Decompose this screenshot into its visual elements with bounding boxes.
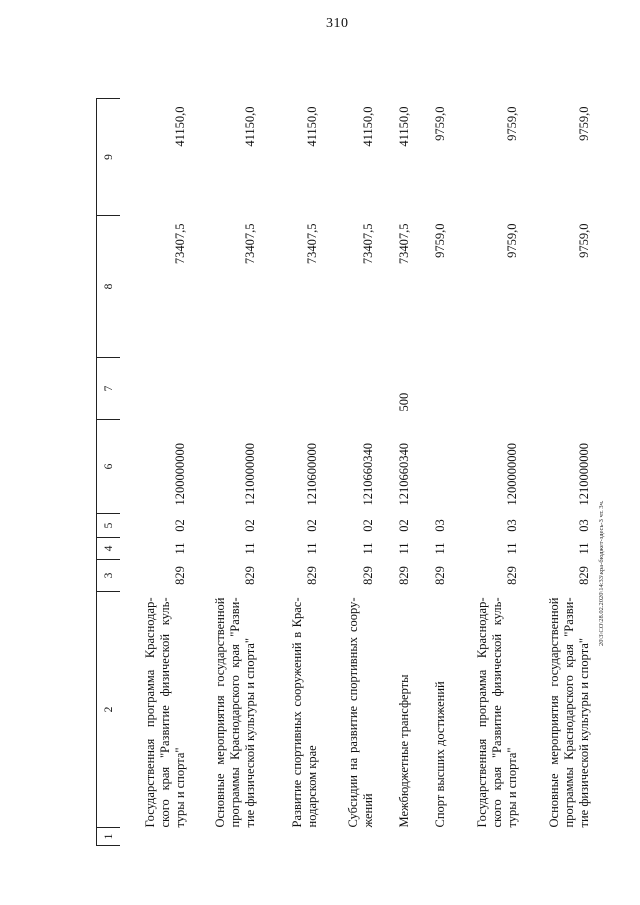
cell-name	[450, 592, 522, 828]
name-line: ского края "Развитие физической куль-	[158, 597, 172, 828]
cell-code-7	[414, 358, 450, 420]
column-header-7: 7	[97, 358, 121, 420]
cell-code-5: 02	[243, 519, 257, 532]
cell-code-3: 829	[305, 566, 319, 585]
cell-amount-9: 9759,0	[433, 106, 447, 141]
column-header-6: 6	[97, 420, 121, 514]
cell-code-5: 02	[173, 519, 187, 532]
cell-code-6: 1200000000	[505, 443, 519, 506]
cell-index	[450, 828, 522, 846]
cell-amount-8: 73407,5	[243, 223, 257, 265]
table-body	[120, 99, 594, 846]
cell-code-7	[322, 358, 378, 420]
cell-code-6: 1210000000	[577, 443, 591, 506]
cell-amount-9: 9759,0	[505, 106, 519, 141]
page-number: 310	[326, 16, 349, 31]
column-header-4: 4	[97, 538, 121, 560]
cell-code-4: 11	[577, 542, 591, 555]
rotated-table-container	[96, 99, 616, 846]
cell-code-4: 11	[397, 542, 411, 555]
name-line: Межбюджетные трансферты	[397, 674, 411, 828]
cell-code-4: 11	[433, 542, 447, 555]
name-line: Субсидии на развитие спортивных соору-	[346, 597, 360, 828]
cell-code-7	[190, 358, 260, 420]
cell-name	[522, 592, 594, 828]
name-line: жений	[361, 793, 375, 828]
table-row	[190, 99, 260, 846]
table-row	[450, 99, 522, 846]
column-header-1: 1	[97, 828, 121, 846]
budget-table	[96, 98, 594, 846]
cell-code-5: 03	[505, 519, 519, 532]
footer-code: 20\3\СО\28.02.2020\14:33\кра-бюджет-здесь-3 чт. 3ч.	[598, 500, 605, 646]
cell-amount-8: 9759,0	[433, 223, 447, 258]
cell-amount-8: 9759,0	[577, 223, 591, 258]
name-line: тие физической культуры и спорта"	[577, 638, 591, 828]
cell-code-3: 829	[397, 566, 411, 585]
cell-code-4: 11	[173, 542, 187, 555]
table-row	[414, 99, 450, 846]
cell-amount-9: 41150,0	[173, 106, 187, 147]
table-row	[378, 99, 414, 846]
cell-amount-8: 73407,5	[397, 223, 411, 265]
name-line: Развитие спортивных сооружений в Крас-	[290, 597, 304, 828]
name-line: тие физической культуры и спорта"	[243, 638, 257, 828]
cell-code-3: 829	[577, 566, 591, 585]
cell-code-5: 02	[397, 519, 411, 532]
cell-amount-9: 41150,0	[305, 106, 319, 147]
cell-code-3: 829	[433, 566, 447, 585]
cell-name	[322, 592, 378, 828]
table-row	[322, 99, 378, 846]
cell-code-7	[260, 358, 322, 420]
cell-code-3: 829	[505, 566, 519, 585]
cell-code-6: 1210000000	[243, 443, 257, 506]
cell-code-3: 829	[361, 566, 375, 585]
cell-name	[190, 592, 260, 828]
cell-amount-9: 41150,0	[397, 106, 411, 147]
table-row	[522, 99, 594, 846]
cell-amount-8: 9759,0	[505, 223, 519, 258]
header-row	[97, 99, 121, 846]
cell-index	[322, 828, 378, 846]
cell-code-7: 500	[397, 392, 411, 412]
cell-code-6: 1210660340	[397, 443, 411, 506]
cell-code-4: 11	[243, 542, 257, 555]
column-header-5: 5	[97, 514, 121, 538]
cell-code-3: 829	[243, 566, 257, 585]
column-header-2: 2	[97, 592, 121, 828]
cell-amount-9: 9759,0	[577, 106, 591, 141]
cell-code-5: 03	[577, 519, 591, 532]
cell-index	[378, 828, 414, 846]
cell-name	[260, 592, 322, 828]
column-header-3: 3	[97, 560, 121, 592]
cell-code-3: 829	[173, 566, 187, 585]
name-line: Основные мероприятия государственной	[547, 597, 561, 828]
column-header-8: 8	[97, 216, 121, 358]
name-line: Спорт высших достижений	[433, 681, 447, 828]
cell-code-5: 02	[361, 519, 375, 532]
cell-code-4: 11	[505, 542, 519, 555]
cell-code-4: 11	[305, 542, 319, 555]
name-line: Основные мероприятия государственной	[213, 597, 227, 828]
cell-index	[414, 828, 450, 846]
cell-code-5: 03	[433, 519, 447, 532]
cell-code-7	[522, 358, 594, 420]
cell-index	[120, 828, 190, 846]
name-line: Государственная программа Краснодар-	[475, 597, 489, 828]
cell-code-7	[120, 358, 190, 420]
name-line: ского края "Развитие физической куль-	[490, 597, 504, 828]
name-line: Государственная программа Краснодар-	[143, 597, 157, 828]
cell-name	[378, 592, 414, 828]
cell-name	[120, 592, 190, 828]
name-line: программы Краснодарского края "Разви-	[562, 597, 576, 828]
table-row	[120, 99, 190, 846]
cell-code-4: 11	[361, 542, 375, 555]
column-header-9: 9	[97, 99, 121, 216]
name-line: туры и спорта"	[505, 747, 519, 828]
cell-amount-8: 73407,5	[305, 223, 319, 265]
cell-amount-9: 41150,0	[361, 106, 375, 147]
cell-code-6	[414, 420, 450, 514]
cell-code-6: 1210660340	[361, 443, 375, 506]
name-line: туры и спорта"	[173, 747, 187, 828]
name-line: нодарском крае	[305, 745, 319, 828]
cell-index	[190, 828, 260, 846]
cell-code-7	[450, 358, 522, 420]
table-row	[260, 99, 322, 846]
cell-index	[260, 828, 322, 846]
cell-amount-9: 41150,0	[243, 106, 257, 147]
cell-amount-8: 73407,5	[173, 223, 187, 265]
cell-code-6: 1200000000	[173, 443, 187, 506]
cell-index	[522, 828, 594, 846]
cell-name	[414, 592, 450, 828]
cell-amount-8: 73407,5	[361, 223, 375, 265]
cell-code-6: 1210600000	[305, 443, 319, 506]
cell-code-5: 02	[305, 519, 319, 532]
name-line: программы Краснодарского края "Разви-	[228, 597, 242, 828]
